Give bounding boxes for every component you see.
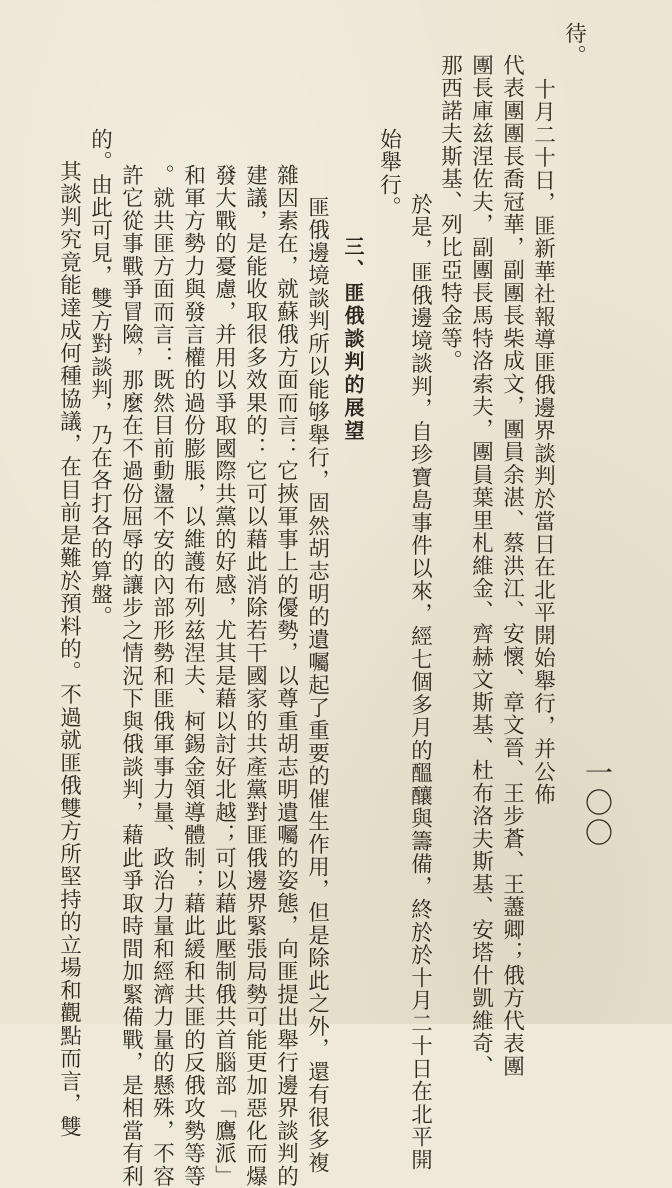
- text-column-4: 團長庫兹涅佐夫，副團長馬特洛索夫，團員葉里札維金、齊赫文斯基、杜布洛夫斯基、安塔什凱維奇、: [468, 54, 494, 1078]
- text-column-6: 於是，匪俄邊境談判，自珍寶島事件以來，經七個多月的醞釀與籌備，終於於十月二十日在北平開: [407, 193, 433, 1172]
- section-heading: 三、匪俄談判的展望: [341, 236, 365, 443]
- text-column-9: 雜因素在，就蘇俄方面而言：它挾軍事上的優勢，以尊重胡志明遺囑的姿態，向匪提出舉行邊界談判的: [273, 164, 299, 1188]
- text-column-3: 代表團團長喬冠華，副團長柴成文，團員余湛、蔡洪江、安懷、章文晉、王步蒼、王藎卿；俄方代表團: [499, 54, 525, 1078]
- text-column-1: 待。: [561, 22, 587, 68]
- text-column-12: 和軍方勢力與發言權的過份膨脹，以維護布列兹涅夫、柯錫金領導體制；藉此緩和共匪的反俄攻勢等等: [180, 164, 206, 1188]
- text-column-16: 其談判究竟能達成何種協議，在目前是難於預料的。不過就匪俄雙方所堅持的立場和觀點而言，雙: [56, 160, 82, 1139]
- text-column-5: 那西諾夫斯基、列比亞特金等。: [437, 54, 463, 373]
- text-column-11: 發大戰的憂慮，并用以爭取國際共黨的好感，尤其是藉以討好北越；可以藉此壓制俄共首腦部「鷹派」: [211, 164, 237, 1188]
- text-column-14: 許它從事戰爭冒險，那麼在不過份屈辱的讓步之情況下與俄談判，藉此爭取時間加緊備戰，是相當有利: [118, 164, 144, 1188]
- page-number: 一〇〇: [581, 758, 614, 848]
- text-column-7: 始舉行。: [376, 128, 402, 219]
- text-column-8: 匪俄邊境談判所以能够舉行，固然胡志明的遺囑起了重要的催生作用，但是除此之外，還有很多複: [304, 196, 330, 1175]
- text-column-2: 十月二十日，匪新華社報導匪俄邊界談判於當日在北平開始舉行，并公佈: [530, 78, 556, 806]
- text-column-10: 建議，是能收取很多效果的：它可以藉此消除若干國家的共產黨對匪俄邊界緊張局勢可能更加惡化而爆: [242, 164, 268, 1188]
- text-column-13: 。就共匪方面而言：既然目前動盪不安的內部形勢和匪俄軍事力量、政治力量和經濟力量的懸殊，不容: [149, 164, 175, 1188]
- text-column-15: 的。由此可見，雙方對談判，乃在各打各的算盤。: [87, 128, 113, 629]
